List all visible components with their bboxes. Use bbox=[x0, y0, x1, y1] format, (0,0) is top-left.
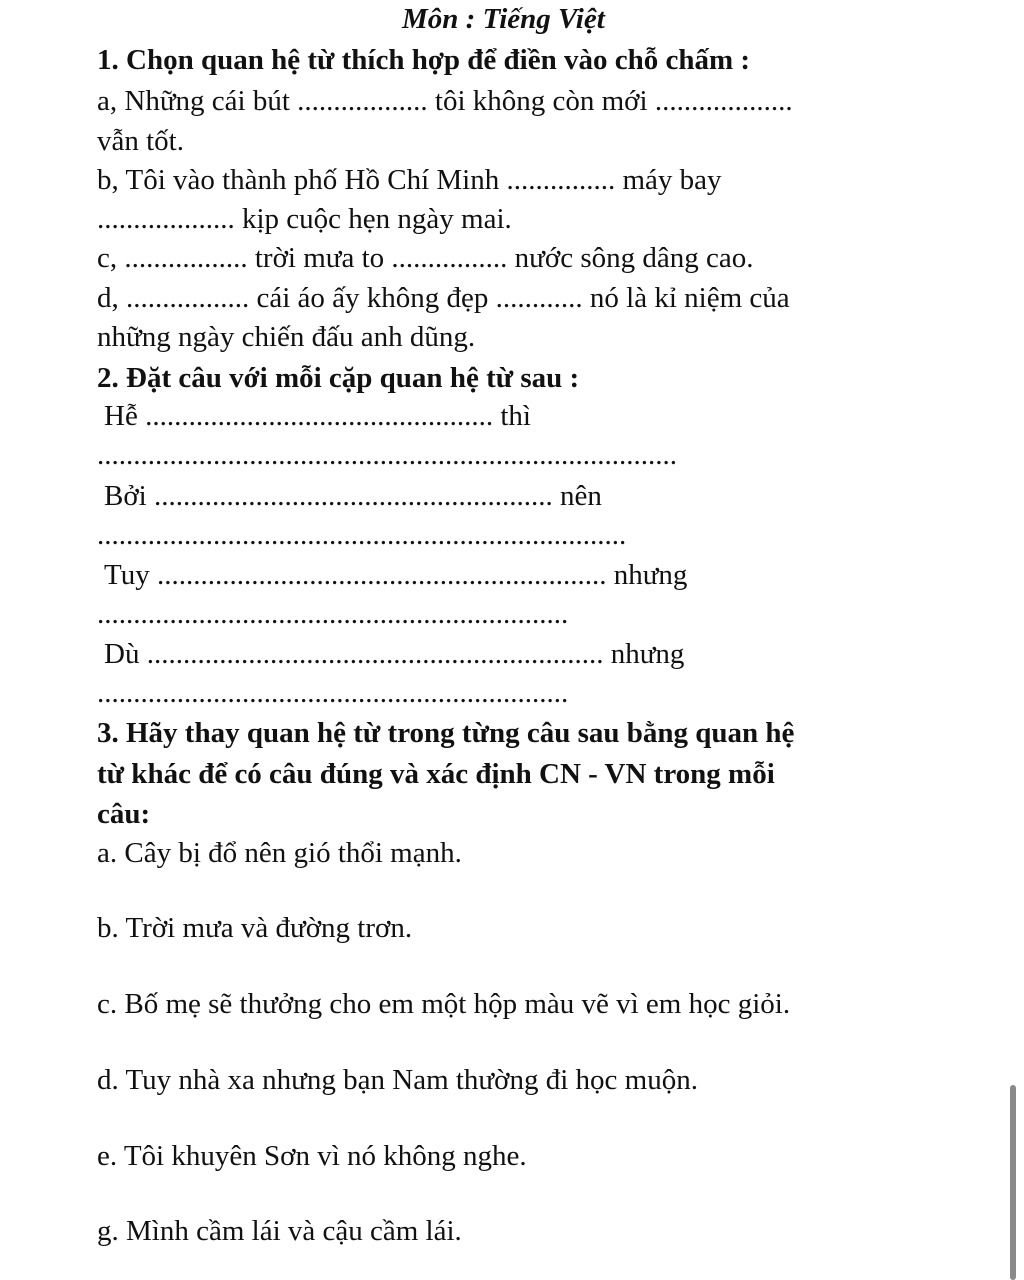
pair-first-word: Dù bbox=[104, 638, 140, 670]
pair-dots: ............................................................... bbox=[146, 638, 604, 670]
pair-row-du-nhung bbox=[104, 637, 684, 671]
section1-line: d, ................. cái áo ấy không đẹp ............ nó là kỉ niệm của bbox=[97, 282, 790, 314]
pair-second-word: nhưng bbox=[613, 559, 688, 591]
section3-heading-line: 3. Hãy thay quan hệ từ trong từng câu sau bằng quan hệ bbox=[97, 717, 795, 749]
pair-first-word: Tuy bbox=[104, 559, 150, 591]
pair-second-word: nên bbox=[560, 480, 602, 512]
section3-sentence: g. Mình cầm lái và cậu cầm lái. bbox=[97, 1215, 462, 1247]
pair-row-boi-nen bbox=[104, 479, 602, 513]
section1-line: b, Tôi vào thành phố Hồ Chí Minh ............... máy bay bbox=[97, 164, 722, 196]
vertical-scrollbar[interactable] bbox=[1010, 1085, 1016, 1280]
section1-line: ................... kịp cuộc hẹn ngày mai. bbox=[97, 203, 512, 235]
answer-line: ................................................................................ bbox=[97, 439, 677, 471]
section3-sentence: e. Tôi khuyên Sơn vì nó không nghe. bbox=[97, 1140, 527, 1172]
pair-row-he-thi bbox=[104, 399, 531, 433]
pair-dots: .............................................................. bbox=[156, 559, 607, 591]
section1-line: c, ................. trời mưa to ................ nước sông dâng cao. bbox=[97, 242, 754, 274]
page-title: Môn : Tiếng Việt bbox=[402, 3, 605, 35]
section3-sentence: c. Bố mẹ sẽ thưởng cho em một hộp màu vẽ vì em học giỏi. bbox=[97, 988, 791, 1020]
pair-first-word: Hễ bbox=[104, 400, 138, 432]
section1-line: a, Những cái bút .................. tôi không còn mới ................... bbox=[97, 85, 793, 117]
section3-sentence: d. Tuy nhà xa nhưng bạn Nam thường đi học muộn. bbox=[97, 1064, 698, 1096]
pair-second-word: nhưng bbox=[610, 638, 685, 670]
pair-row-tuy-nhung bbox=[104, 558, 687, 592]
section3-heading-line: câu: bbox=[97, 798, 151, 830]
pair-second-word: thì bbox=[500, 400, 531, 432]
section3-sentence: b. Trời mưa và đường trơn. bbox=[97, 912, 413, 944]
section2-heading: 2. Đặt câu với mỗi cặp quan hệ từ sau : bbox=[97, 362, 580, 394]
pair-dots: ....................................................... bbox=[154, 480, 553, 512]
section1-line: những ngày chiến đấu anh dũng. bbox=[97, 321, 476, 353]
section3-heading-line: từ khác để có câu đúng và xác định CN - VN trong mỗi bbox=[97, 758, 775, 790]
answer-line: ................................................................. bbox=[97, 677, 569, 709]
answer-line: ................................................................. bbox=[97, 598, 569, 630]
pair-dots: ................................................ bbox=[145, 400, 494, 432]
section1-line: vẫn tốt. bbox=[97, 125, 184, 157]
answer-line: ......................................................................... bbox=[97, 519, 627, 551]
section1-heading: 1. Chọn quan hệ từ thích hợp để điền vào chỗ chấm : bbox=[97, 44, 751, 76]
pair-first-word: Bởi bbox=[104, 480, 147, 512]
section3-sentence: a. Cây bị đổ nên gió thổi mạnh. bbox=[97, 837, 462, 869]
